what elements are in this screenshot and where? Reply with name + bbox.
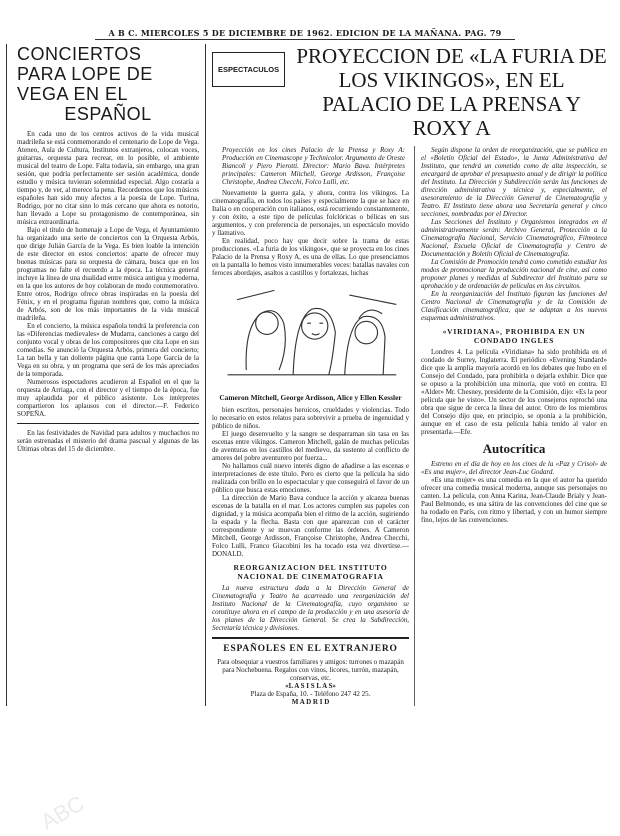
headline-line: ESPAÑOL bbox=[64, 104, 152, 124]
paragraph: Bajo el título de homenaje a Lope de Vega, el Ayuntamiento ha organizado una serie de conciertos con la Orquesta Arbós, que dirige Julián García de la Vega. Es bien loable la intención de este director en estos conciertos: aparte de ofrecer muy buenas músicas para su orquesta de cámara, busca que en los programas no falte el recuerdo a la época. La técnica general incluye la línea de una dualidad entre música antigua y moderna, en la que los autores de hoy colaboran de modo conmemorativo. Entre otros, Rodrigo ofrece obras inspiradas en la poesía del Fénix, y en el programa figuran nombres que, como la música de Arbós, son de los más importantes de la vida musical madrileña. bbox=[17, 226, 199, 322]
advert-city: M A D R I D bbox=[291, 698, 330, 706]
watermark: ABC bbox=[36, 790, 89, 835]
article3-headline: REORGANIZACION DEL INSTITUTO NACIONAL DE CINEMATOGRAFIA bbox=[233, 563, 388, 581]
article3-lead bbox=[212, 584, 409, 632]
headline-line: PARA LOPE DE bbox=[17, 64, 153, 84]
paragraph: Estreno en el día de hoy en los cines de la «Paz y Crisol» de «Es una mujer», del director Jean-Luc Godard. bbox=[421, 460, 607, 476]
page-header: A B C. MIERCOLES 5 DE DICIEMBRE DE 1962. EDICION DE LA MAÑANA. PAG. 79 bbox=[95, 28, 515, 40]
paragraph: En realidad, poco hay que decir sobre la trama de estas producciones. «La furia de los vikingos», que se proyecta en los cines Palacio de la Prensa y Roxy A, es una de ellas. Lo que presenciamos en la pantalla lo hemos visto innumerables veces: batallas navales con feroces abordajes, asaltos a castillos y fortalezas, luchas bbox=[212, 237, 409, 277]
paragraph: Numerosos espectadores acudieron al Español en el que la orquesta de Arriaga, con el director y el tiempo de la época, fue muy aplaudida por el público asistente. Los intérpretes compartieron los aplausos con el director.—F. Federico SOPEÑA. bbox=[17, 378, 199, 418]
article1-body bbox=[17, 130, 199, 418]
article2-body-b bbox=[212, 406, 409, 558]
advert-shop: «L A S I S L A S» bbox=[285, 682, 336, 690]
section-badge: ESPECTACULOS bbox=[212, 52, 285, 87]
column-1 bbox=[17, 44, 206, 706]
article4-headline: «VIRIDIANA», PROHIBIDA EN UN CONDADO INGLES bbox=[442, 327, 586, 345]
paragraph: Nuevamente la guerra gala, y ahora, contra los vikingos. La cinematografía, en todos los países y especialmente la que se hace en Italia o en cooperación con italianos, está recurriendo constantemente, y con éxito, a este tipo de películas folclóricas o bélicas en sus argumentos, y con preferencia de personajes, un espectáculo movido y llamativo. bbox=[212, 189, 409, 237]
article5-body bbox=[421, 460, 607, 524]
headline-line: VEGA EN EL bbox=[17, 84, 129, 104]
film-credits: Proyección en los cines Palacio de la Prensa y Roxy A: Producción en Cinemascope y Technicolor. Argumento de Oreste Biancoli y Piero Pierotti. Director: Mario Bava. Intérpretes principales: Cameron Mitchell, George Ardisson, Françoise Christophe, Andrea Checchi, Folco Lulli, etc. bbox=[222, 146, 405, 186]
paragraph: Según dispone la orden de reorganización, que se publica en el «Boletín Oficial del Estado», la Junta Administrativa del Instituto, que tendrá un cometido como de alta inspección, se encargará de aprobar el presupuesto anual y de dirigir la política del Instituto. La Dirección y Subdirección serán las funciones de dirección administrativa y técnica y, especialmente, el asesoramiento de la Dirección General de Cinematografía y Teatro. El Instituto tiene ahora una Secretaría general y cinco secciones, nombradas por el Director. bbox=[421, 146, 607, 218]
paragraph: No hallamos cuál nuevo interés digno de añadirse a las escenas e interpretaciones de este título. Pero es cierto que la película ha sido realizada con brillo en lo espectacular y que conseguirá el favor de un público que busca estas emociones. bbox=[212, 462, 409, 494]
film-still-illustration bbox=[212, 281, 409, 391]
article1-footnote bbox=[17, 429, 199, 453]
article5-headline: Autocrítica bbox=[482, 441, 546, 456]
paragraph: En el concierto, la música española tendrá la preferencia con las «Diferencias medievales» de Mudarra, canciones a cargo del conjunto vocal y obras de los compositores que cita Lope en sus comedias. Se anunció la Orquesta Arbós, primera del concierto; La tan bella y tan doliente página que canta Lope García de la Vega en su obra, y un programa que será de los más apreciados de la temporada. bbox=[17, 322, 199, 378]
column-3 bbox=[415, 146, 607, 706]
paragraph: En la reorganización del Instituto figuran las funciones del Centro Nacional de Cinematografía y de la Comisión de Clasificación cinematográfica, que se adaptan a los nuevos esquemas administrativos. bbox=[421, 290, 607, 322]
advert-title: ESPAÑOLES EN EL EXTRANJERO bbox=[223, 644, 398, 654]
paragraph: «Es una mujer» es una comedia en la que el autor ha querido ofrecer una comedia musical moderna, aunque sus personajes no canten. La película, con Anna Karina, Jean-Claude Brialy y Jean-Paul Belmondo, es una sátira de las convenciones del cine que se ha rodado en París, con ritmo y libertad, y con un humor siempre fino, lejos de las convenciones. bbox=[421, 476, 607, 524]
paragraph: En cada uno de los centros activos de la vida musical madrileña se está conmemorando el centenario de Lope de Vega. Ateneo, Aula de Cultura, Institutos extranjeros, colocan voces, guitarras, orquesta para recrear, en lo posible, el ambiente musical del teatro de Lope. Falta todavía, sin embargo, una gran sesión, que podría perfectamente ser sesión académica, donde estudio y música tuvieran solemnidad especial. Algo costaría a tiempo y, de ver, al merece la pena. Recordemos que los músicos españoles han sido muy afectos a la poesía de Lope. Turina, Rodrigo, por no citar sino lo más cercano que ahora es notorio, han llevado a Lope su protagonismo de contemporánea, sin música extraordinaria. bbox=[17, 130, 199, 226]
paragraph: Las Secciones del Instituto y Organismos integrados en él administrativamente serán: Archivo General, Protección a la Cinematografía Nacional, Servicio Cinematográfico, Filmoteca Nacional, Escuela Oficial de Cinematografía y Centro de Documentación y Boletín Oficial de Cinematografía. bbox=[421, 218, 607, 258]
article1-headline bbox=[17, 44, 199, 124]
newspaper-page bbox=[6, 44, 619, 706]
paragraph: La Comisión de Promoción tendrá como cometido estudiar los modos de promocionar la producción nacional de cine, así como proponer planes y medidas al Subdirector del Instituto para su aprobación y de ordenación de películas en los circuitos. bbox=[421, 258, 607, 290]
article4-body bbox=[421, 348, 607, 436]
paragraph: La nueva estructura dada a la Dirección General de Cinematografía y Teatro ha acarreado una reorganización del Instituto Nacional de la Cinematografía, cuyo organismo se constituye ahora en el campo de la producción y en una asesoría de los planes de la Dirección General. Se crea la Subdirección, Secretaría técnica y divisiones. bbox=[212, 584, 409, 632]
paragraph: El juego desenvuelto y la sangre se desparraman sin tasa en las escenas entre vikingos. Cameron Mitchell, galán de muchas películas de aventuras en los castillos del medievo, da sustento al conflicto de amores del pobre aventurero por fuerza... bbox=[212, 430, 409, 462]
photo-caption: Cameron Mitchell, George Ardisson, Alice y Ellen Kessler bbox=[219, 393, 402, 402]
columns bbox=[212, 146, 610, 706]
advert-text: Para obsequiar a vuestros familiares y amigos: turrones o mazapán para Nochebuena. Regalos con vinos, licores, turrón, mazapán, conservas, etc. bbox=[217, 658, 404, 682]
divider bbox=[17, 423, 199, 424]
article2-body-a bbox=[212, 189, 409, 277]
advert-address: Plaza de España, 10. - Teléfono 247 42 25. bbox=[250, 690, 371, 698]
paragraph: La dirección de Mario Bava conduce la acción y alcanza buenas escenas de la batalla en el mar. Los actores cumplen sus papeles con dignidad, y la música acompaña bien el ritmo de la acción, sugiriendo la espada y la flecha. Basta con que aparezcan con el carácter correspondiente y se muevan conforme las órdenes. A Cameron Mitchell, George Ardisson, Françoise Christophe, Andrea Checchi, Folco Lulli, Franco Giacobini les ha tocado esta vez divertirse.—DONALD. bbox=[212, 494, 409, 558]
top-row bbox=[212, 44, 610, 140]
column-2 bbox=[212, 146, 415, 706]
article2-headline: PROYECCION DE «LA FURIA DE LOS VIKINGOS», EN EL PALACIO DE LA PRENSA Y ROXY A bbox=[296, 44, 607, 140]
divider bbox=[212, 637, 409, 639]
paragraph: bien escritos, personajes heroicos, crueldades y violencias. Todo lo necesario en estos relatos para sobrevivir a prueba de ingenuidad y público de niños. bbox=[212, 406, 409, 430]
paragraph: En las festividades de Navidad para adultos y muchachos no serán estrenadas el misterio del drama pascual y algunas de las Últimas obras del 15 de diciembre. bbox=[17, 429, 199, 453]
paragraph: Londres 4. La película «Viridiana» ha sido prohibida en el condado de Surrey, Inglaterra. El periódico «Evening Standard» dice que la amplia mayoría acordó en los debates que hubo en el Consejo del Condado, para prohibirla o dejarla exhibir. Dice que se opuso a la prohibición una minoría, que votó en contra. El «Alder» Mr. Chesney, presidente de la Comisión, dijo: «Es la peor película que he visto». Un sector de los consejeros reprochó una obra que sigue de cerca la línea del autor. Otro de los miembros del Consejo dijo que, en principio, se oponía a la prohibición, aunque en el caso de esta película había tenido al valor en presentarla.—Efe. bbox=[421, 348, 607, 436]
headline-line: CONCIERTOS bbox=[17, 44, 142, 64]
right-section bbox=[206, 44, 610, 706]
article3-body bbox=[421, 146, 607, 322]
